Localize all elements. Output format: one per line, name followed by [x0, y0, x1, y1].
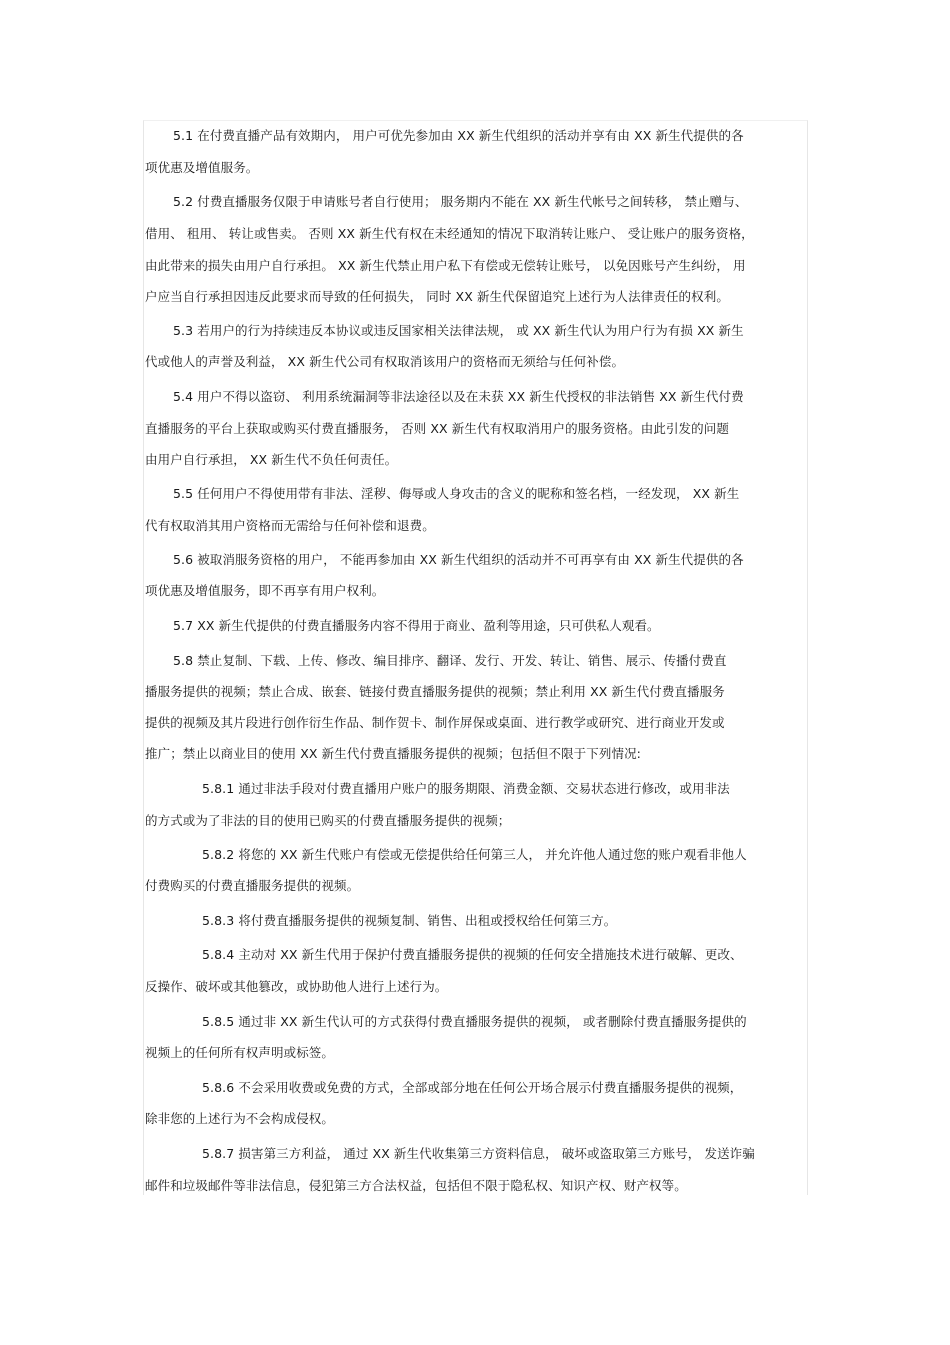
clause-5-8-2-line-2: 付费购买的付费直播服务提供的视频。: [145, 878, 360, 893]
clause-5-2-line-2: 借用、 租用、 转让或售卖。 否则 XX 新生代有权在未经通知的情况下取消转让账户、 受让账户的服务资格，: [145, 226, 754, 241]
clause-5-8-2-line-1: 5.8.2 将您的 XX 新生代账户有偿或无偿提供给任何第三人， 并允许他人通过您的账户观看非他人: [202, 847, 747, 862]
clause-5-1-line-1: 5.1 在付费直播产品有效期内， 用户可优先参加由 XX 新生代组织的活动并享有由 XX 新生代提供的各: [173, 128, 744, 143]
clause-5-8-7-line-2: 邮件和垃圾邮件等非法信息，侵犯第三方合法权益，包括但不限于隐私权、知识产权、财产权等。: [145, 1178, 687, 1193]
clause-5-8-6-line-2: 除非您的上述行为不会构成侵权。: [145, 1111, 335, 1126]
clause-5-8-4-line-1: 5.8.4 主动对 XX 新生代用于保护付费直播服务提供的视频的任何安全措施技术进行破解、更改、: [202, 947, 743, 962]
clause-5-4-line-3: 由用户自行承担， XX 新生代不负任何责任。: [145, 452, 398, 467]
clause-5-4-line-1: 5.4 用户不得以盗窃、 利用系统漏洞等非法途径以及在未获 XX 新生代授权的非法销售 XX 新生代付费: [173, 389, 744, 404]
clause-5-8-line-3: 提供的视频及其片段进行创作衍生作品、制作贺卡、制作屏保或桌面、进行教学或研究、进行商业开发或: [145, 715, 725, 730]
clause-5-1-line-2: 项优惠及增值服务。: [145, 160, 259, 175]
clause-5-2-line-3: 由此带来的损失由用户自行承担。 XX 新生代禁止用户私下有偿或无偿转让账号， 以免因账号产生纠纷， 用: [145, 258, 746, 273]
clause-5-5-line-1: 5.5 任何用户不得使用带有非法、淫秽、侮辱或人身攻击的含义的昵称和签名档，一经发现， XX 新生: [173, 486, 740, 501]
clause-5-2-line-4: 户应当自行承担因违反此要求而导致的任何损失， 同时 XX 新生代保留追究上述行为人法律责任的权利。: [145, 289, 729, 304]
clause-5-8-line-4: 推广；禁止以商业目的使用 XX 新生代付费直播服务提供的视频；包括但不限于下列情况:: [145, 746, 641, 761]
clause-5-5-line-2: 代有权取消其用户资格而无需给与任何补偿和退费。: [145, 518, 435, 533]
clause-5-7-line-1: 5.7 XX 新生代提供的付费直播服务内容不得用于商业、盈利等用途，只可供私人观看。: [173, 618, 660, 633]
clause-5-8-3-line-1: 5.8.3 将付费直播服务提供的视频复制、销售、出租或授权给任何第三方。: [202, 913, 617, 928]
clause-5-3-line-1: 5.3 若用户的行为持续违反本协议或违反国家相关法律法规， 或 XX 新生代认为用户行为有损 XX 新生: [173, 323, 744, 338]
clause-5-8-5-line-2: 视频上的任何所有权声明或标签。: [145, 1045, 335, 1060]
clause-5-8-7-line-1: 5.8.7 损害第三方利益， 通过 XX 新生代收集第三方资料信息， 破坏或盗取第三方账号， 发送诈骗: [202, 1146, 755, 1161]
clause-5-6-line-1: 5.6 被取消服务资格的用户， 不能再参加由 XX 新生代组织的活动并不可再享有由 XX 新生代提供的各: [173, 552, 744, 567]
clause-5-8-1-line-1: 5.8.1 通过非法手段对付费直播用户账户的服务期限、消费金额、交易状态进行修改，或用非法: [202, 781, 730, 796]
clause-5-8-6-line-1: 5.8.6 不会采用收费或免费的方式，全部或部分地在任何公开场合展示付费直播服务提供的视频，: [202, 1080, 743, 1095]
clause-5-8-5-line-1: 5.8.5 通过非 XX 新生代认可的方式获得付费直播服务提供的视频， 或者删除付费直播服务提供的: [202, 1014, 747, 1029]
clause-5-4-line-2: 直播服务的平台上获取或购买付费直播服务， 否则 XX 新生代有权取消用户的服务资格。由此引发的问题: [145, 421, 729, 436]
clause-5-8-1-line-2: 的方式或为了非法的目的使用已购买的付费直播服务提供的视频；: [145, 813, 511, 828]
clause-5-8-line-1: 5.8 禁止复制、下载、上传、修改、编目排序、翻译、发行、开发、转让、销售、展示、传播付费直: [173, 653, 727, 668]
clause-5-3-line-2: 代或他人的声誉及利益， XX 新生代公司有权取消该用户的资格而无须给与任何补偿。: [145, 354, 625, 369]
clause-5-8-4-line-2: 反操作、破坏或其他篡改，或协助他人进行上述行为。: [145, 979, 448, 994]
clause-5-2-line-1: 5.2 付费直播服务仅限于申请账号者自行使用； 服务期内不能在 XX 新生代帐号之间转移， 禁止赠与、: [173, 194, 748, 209]
clause-5-6-line-2: 项优惠及增值服务，即不再享有用户权利。: [145, 583, 385, 598]
clause-5-8-line-2: 播服务提供的视频；禁止合成、嵌套、链接付费直播服务提供的视频；禁止利用 XX 新生代付费直播服务: [145, 684, 725, 699]
